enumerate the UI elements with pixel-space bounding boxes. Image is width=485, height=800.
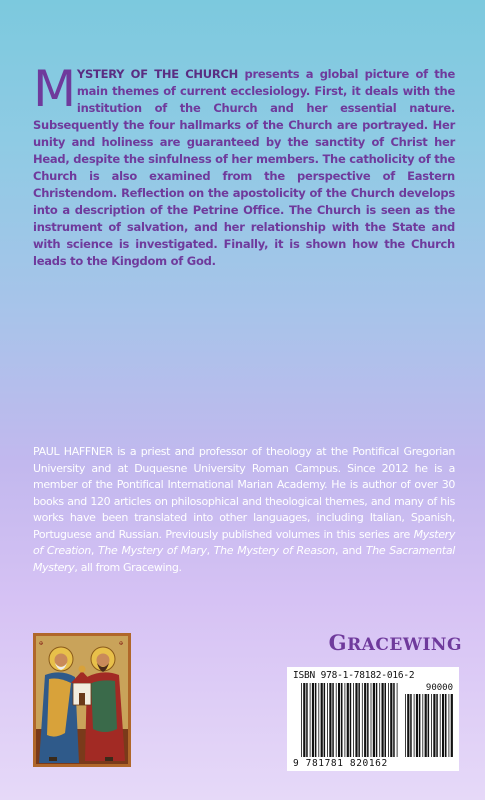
barcode-bar bbox=[405, 694, 406, 757]
barcode-bar bbox=[436, 694, 438, 757]
drop-cap-letter: M bbox=[33, 60, 76, 118]
barcode-bar bbox=[324, 683, 326, 757]
barcode-bar bbox=[410, 694, 412, 757]
barcode-bar bbox=[397, 683, 398, 757]
barcode-bar bbox=[376, 683, 378, 757]
barcode-bar bbox=[321, 683, 323, 757]
isbn-number: ISBN 978-1-78182-016-2 bbox=[293, 670, 415, 681]
barcode-bar bbox=[362, 683, 363, 757]
series-title-mary: The Mystery of Mary bbox=[98, 544, 207, 557]
svg-text:✠: ✠ bbox=[119, 641, 124, 647]
barcode-bar bbox=[329, 683, 331, 757]
barcode-bar bbox=[341, 683, 343, 757]
barcode-bar bbox=[451, 694, 453, 757]
series-title-reason: The Mystery of Reason bbox=[213, 544, 336, 557]
barcode-bar bbox=[318, 683, 319, 757]
barcode-bar bbox=[367, 683, 369, 757]
blurb-paragraph bbox=[33, 60, 455, 270]
blurb-text: presents a global picture of the main themes of current ecclesiology. First, it deals with the institution of the Church and her essential nature. Subsequently the four hallmarks of the Church are portrayed. Her unity and holiness are guaranteed by the sanctity of Christ her Head, despite the sinfulness of her members. The catholicity of the Church is also examined from the perspective of Eastern Christendom. Reflection on the apostolicity of the Church develops into a description of the Petrine Office. The Church is seen as the instrument of salvation, and her relationship with the State and with science is investigated. Finally, it is shown how the Church leads to the Kingdom of God. bbox=[33, 67, 455, 268]
barcode-bar bbox=[388, 683, 389, 757]
barcode-bar bbox=[385, 683, 387, 757]
barcode-bar bbox=[425, 694, 427, 757]
bio-text-end: , all from Gracewing. bbox=[74, 560, 182, 574]
publisher-logo bbox=[290, 630, 462, 655]
barcode-bar bbox=[422, 694, 423, 757]
barcode-bar bbox=[371, 683, 372, 757]
publisher-initial: G bbox=[328, 630, 348, 655]
bio-separator: , and bbox=[335, 544, 366, 557]
series-title-sacramental: The Sacramental Mystery bbox=[33, 544, 455, 574]
barcode-bar bbox=[332, 683, 334, 757]
bio-separator: , bbox=[206, 544, 214, 557]
bio-separator: , bbox=[90, 544, 99, 557]
barcode-bar bbox=[355, 683, 357, 757]
barcode-bar bbox=[414, 694, 415, 757]
barcode-bar bbox=[407, 694, 409, 757]
series-title-creation: Mystery of Creation bbox=[33, 527, 455, 557]
barcode-bar bbox=[338, 683, 340, 757]
barcode-bar bbox=[419, 694, 421, 757]
barcode-bar bbox=[445, 694, 447, 757]
barcode-bar bbox=[431, 694, 432, 757]
publisher-rest: RACEWING bbox=[347, 635, 462, 655]
barcode-bar bbox=[364, 683, 366, 757]
barcode-bar bbox=[433, 694, 435, 757]
isbn-barcode bbox=[287, 667, 459, 771]
barcode-bar bbox=[301, 683, 302, 757]
barcode-bar bbox=[315, 683, 317, 757]
barcode-bar bbox=[373, 683, 375, 757]
barcode-bar bbox=[327, 683, 328, 757]
price-code: 90000 bbox=[425, 683, 453, 693]
barcode-bar bbox=[428, 694, 430, 757]
barcode-bar bbox=[310, 683, 311, 757]
barcode-bar bbox=[379, 683, 380, 757]
barcode-bar bbox=[393, 683, 395, 757]
barcode-bar bbox=[336, 683, 337, 757]
barcode-bars bbox=[287, 667, 459, 771]
svg-text:✠: ✠ bbox=[39, 641, 44, 647]
barcode-bar bbox=[440, 694, 441, 757]
bio-text: PAUL HAFFNER is a priest and professor of theology at the Pontifical Gregorian University and at Duquesne University Roman Campus. Since 2012 he is a member of the Pontifical International Marian Academy. He is author of over 30 books and 120 articles on philosophical and theological themes, and many of his works have been translated into other languages, including Italian, Spanish, Portuguese and Russian. Previously published volumes in this series are bbox=[33, 445, 455, 541]
author-bio bbox=[33, 444, 455, 576]
barcode-bar bbox=[416, 694, 418, 757]
barcode-bar bbox=[442, 694, 444, 757]
barcode-bar bbox=[306, 683, 308, 757]
barcode-bar bbox=[312, 683, 314, 757]
ean-digits: 9 781781 820162 bbox=[293, 758, 388, 769]
barcode-bar bbox=[345, 683, 346, 757]
barcode-bar bbox=[347, 683, 349, 757]
barcode-bar bbox=[303, 683, 305, 757]
barcode-bar bbox=[358, 683, 360, 757]
barcode-bar bbox=[449, 694, 450, 757]
saints-icon-illustration bbox=[33, 633, 131, 767]
barcode-bar bbox=[390, 683, 392, 757]
saints-icon-image bbox=[33, 633, 131, 767]
barcode-bar bbox=[353, 683, 354, 757]
barcode-bar bbox=[350, 683, 352, 757]
blurb-title: YSTERY OF THE CHURCH bbox=[76, 67, 239, 81]
barcode-bar bbox=[382, 683, 384, 757]
